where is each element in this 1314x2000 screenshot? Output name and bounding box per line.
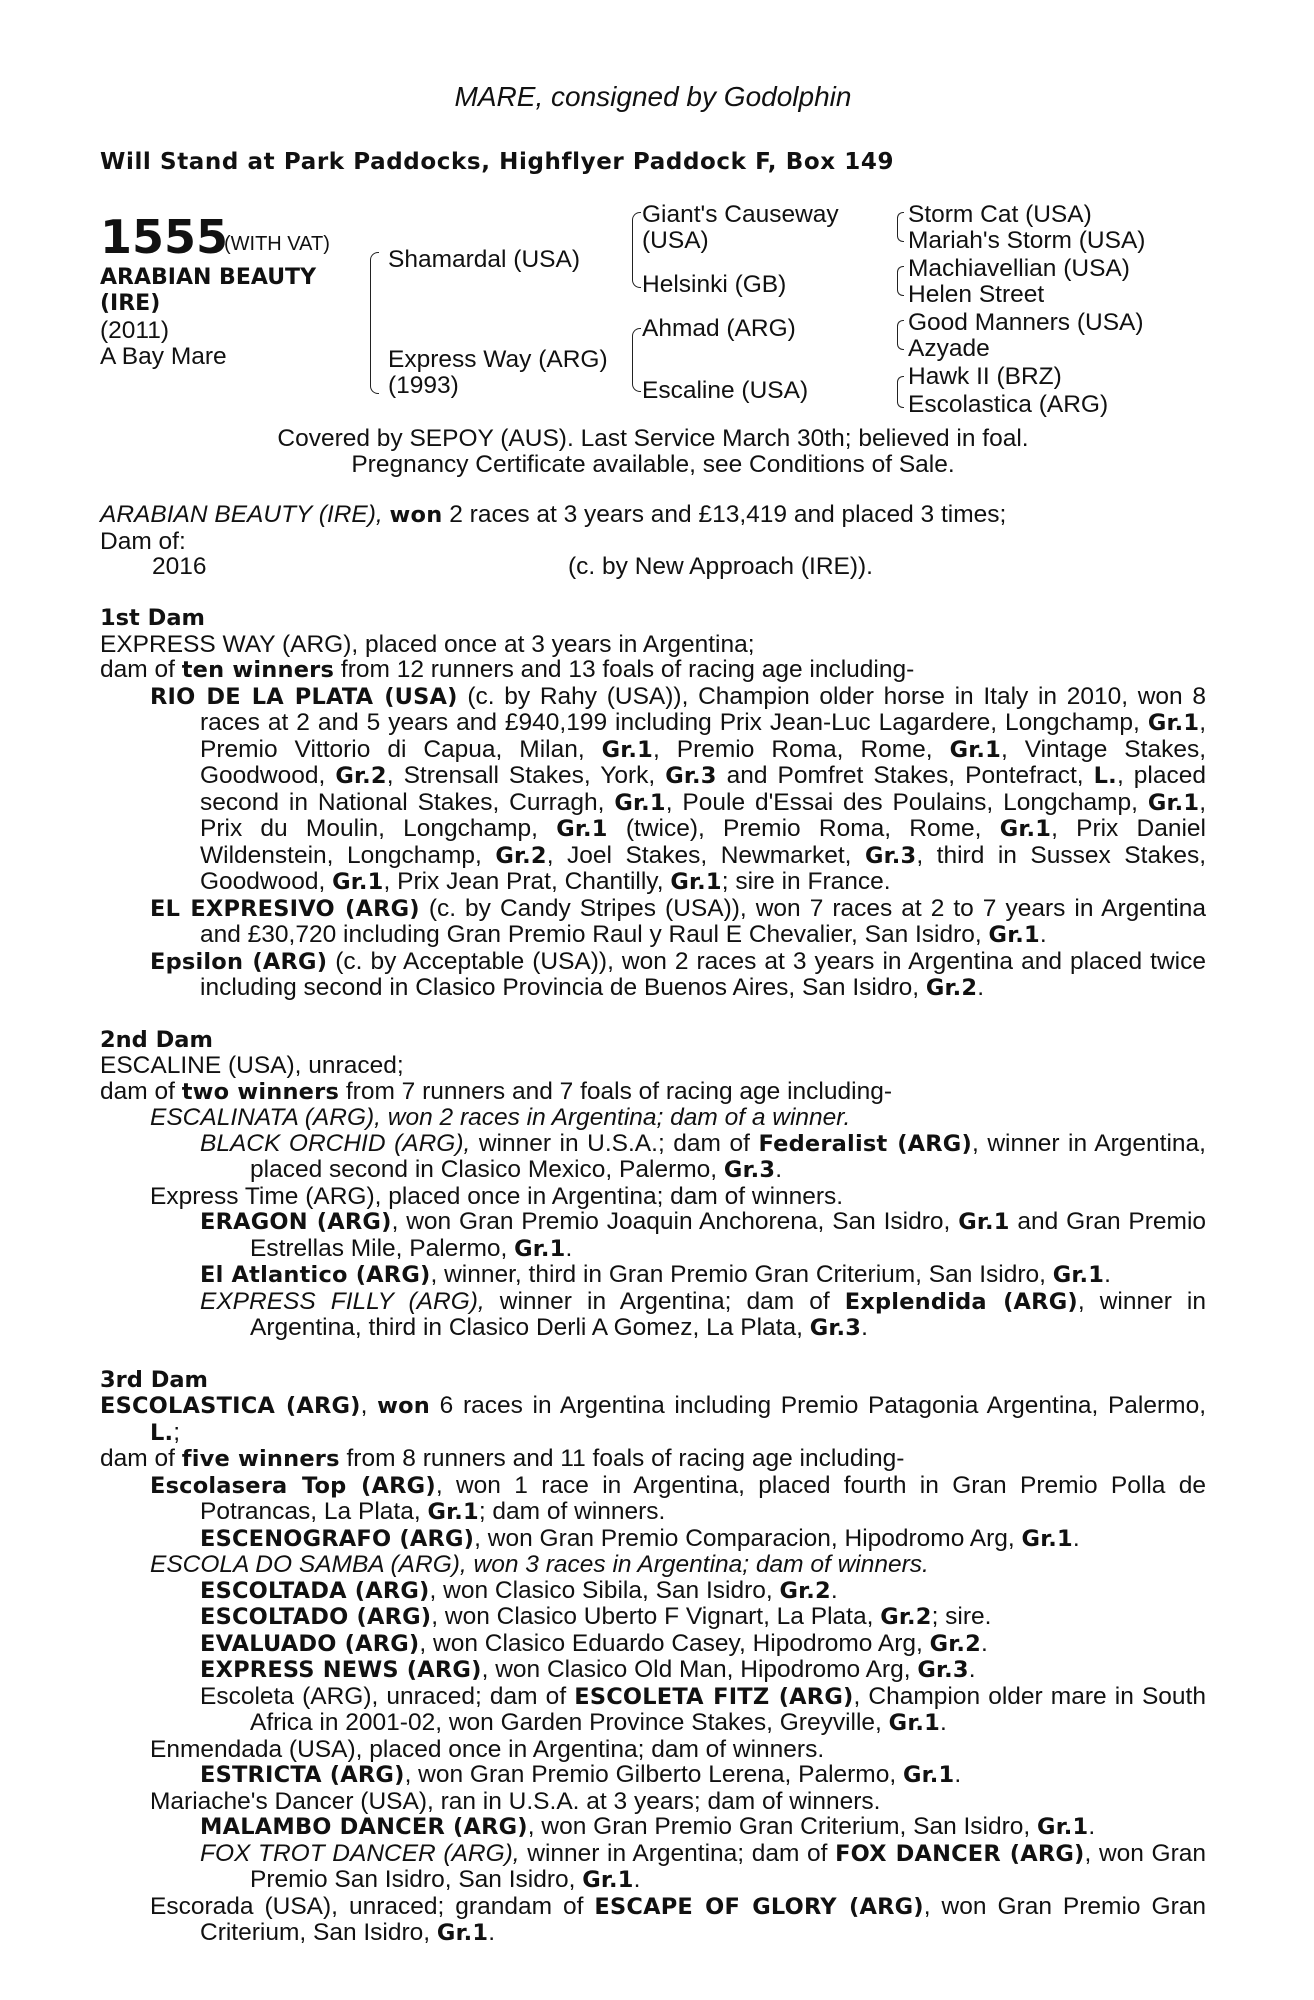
t: , won Gran Premio Joaquin Anchorena, San Isidro, xyxy=(391,1208,951,1235)
pedigree-bracket-dam xyxy=(632,328,641,392)
t: , won Clasico Sibila, San Isidro, xyxy=(429,1576,773,1604)
pedigree-bracket-main xyxy=(370,252,379,394)
entry-name: Epsilon (ARG) xyxy=(150,948,328,975)
consignor-title: MARE, consigned by Godolphin xyxy=(454,81,852,112)
first-dam-line: EXPRESS WAY (ARG), placed once at 3 years in Argentina; xyxy=(100,630,755,658)
third-dam-line: ESCOLASTICA (ARG), won 6 races in Argentina including Premio Patagonia Argentina, Palermo, L.; xyxy=(100,1392,1207,1446)
produce-row xyxy=(100,554,1206,580)
sire-sire-name: Giant's Causeway xyxy=(642,201,839,228)
entry-malambo-dancer xyxy=(100,1814,1206,1841)
t: . xyxy=(981,1629,988,1657)
entry-enmendada: Enmendada (USA), placed once in Argentina; dam of winners. xyxy=(150,1735,825,1763)
entry-name: ESCAPE OF GLORY (ARG) xyxy=(594,1893,924,1920)
lot-number: 1555 xyxy=(100,210,229,264)
t: , Poule d'Essai des Poulains, Longchamp, xyxy=(665,788,1138,816)
t: , winner in Argentina, placed second in Clasico Mexico, Palermo, xyxy=(250,1129,1206,1183)
entry-escolasera-top xyxy=(100,1473,1206,1526)
second-dam-heading: 2nd Dam xyxy=(100,1026,213,1053)
grade: Gr.1 xyxy=(999,816,1052,842)
grade: Gr.1 xyxy=(1147,789,1200,816)
entry-name: Federalist (ARG) xyxy=(758,1130,972,1157)
t: (twice), Premio Roma, Rome, xyxy=(625,815,982,842)
grade: Gr.1 xyxy=(436,1920,489,1946)
grade: Gr.2 xyxy=(335,763,387,789)
grade: Gr.2 xyxy=(929,1630,981,1657)
grade: Gr.1 xyxy=(958,1209,1010,1235)
record-name: ARABIAN BEAUTY (IRE), xyxy=(100,501,383,528)
t: , won 1 race in Argentina, placed fourth in Gran Premio Polla de Potrancas, La Plata, xyxy=(200,1471,1206,1525)
damof-a: dam of xyxy=(100,1445,175,1472)
g3-storm-cat: Storm Cat (USA) xyxy=(908,201,1092,228)
entry-escoltado xyxy=(100,1604,1206,1631)
entry-name: El Atlantico (ARG) xyxy=(200,1262,431,1288)
g3-azyade: Azyade xyxy=(908,335,990,362)
entry-escorada xyxy=(100,1894,1206,1947)
t: , Strensall Stakes, York, xyxy=(386,762,656,789)
entry-name: ESCOLASTICA (ARG) xyxy=(100,1393,361,1419)
horse-sex: A Bay Mare xyxy=(100,343,227,370)
grade: Gr.2 xyxy=(779,1577,831,1604)
covered-line: Covered by SEPOY (AUS). Last Service March 30th; believed in foal. xyxy=(277,425,1029,452)
grade: Gr.1 xyxy=(556,816,608,842)
dam-sire-name: Ahmad (ARG) xyxy=(642,315,796,342)
pedigree-bracket-g3a xyxy=(897,212,904,242)
t: , won Clasico Eduardo Casey, Hipodromo Arg, xyxy=(419,1629,923,1657)
t: ; dam of winners. xyxy=(478,1498,666,1525)
grade: Gr.1 xyxy=(614,789,666,816)
entry-estricta xyxy=(100,1762,1206,1789)
entry-escenografo xyxy=(100,1526,1206,1553)
entry-name: EL EXPRESIVO (ARG) xyxy=(150,895,420,922)
t: 6 races in Argentina including Premio Patagonia Argentina, Palermo, xyxy=(439,1392,1207,1419)
t: , placed second in National Stakes, Curragh, xyxy=(200,762,1206,816)
g3-helen-street: Helen Street xyxy=(908,281,1045,308)
catalogue-body xyxy=(100,502,1206,1947)
grade: Gr.1 xyxy=(582,1867,634,1893)
entry-express-time: Express Time (ARG), placed once in Argentina; dam of winners. xyxy=(150,1182,844,1210)
grade: Gr.3 xyxy=(864,842,917,869)
t: , Vintage Stakes, Goodwood, xyxy=(200,735,1207,789)
t: and Gran Premio Estrellas Mile, Palermo, xyxy=(250,1208,1207,1262)
t: , won Gran Premio Comparacion, Hipodromo Arg, xyxy=(474,1524,1015,1552)
entry-name: ERAGON (ARG) xyxy=(200,1209,392,1235)
entry-name: ESCENOGRAFO (ARG) xyxy=(200,1525,475,1552)
g3-hawk-ii: Hawk II (BRZ) xyxy=(908,363,1062,390)
damof-winners: two winners xyxy=(181,1078,340,1105)
grade: Gr.1 xyxy=(1052,1262,1105,1288)
grade: Gr.3 xyxy=(665,763,717,789)
entry-escoleta xyxy=(100,1684,1206,1737)
grade: Gr.2 xyxy=(925,975,978,1001)
record-damof: Dam of: xyxy=(100,527,186,555)
grade: Gr.1 xyxy=(332,869,384,895)
t: , Premio Vittorio di Capua, Milan, xyxy=(200,709,1206,763)
pedigree-bracket-sire xyxy=(632,212,641,288)
t: ; sire. xyxy=(931,1603,992,1630)
damof-winners: ten winners xyxy=(181,657,335,683)
t: winner in Argentina; dam of xyxy=(527,1839,828,1867)
grade: Gr.2 xyxy=(880,1604,932,1630)
damof-a: dam of xyxy=(100,1077,175,1105)
t: ; sire in France. xyxy=(721,868,891,895)
entry-rio-de-la-plata xyxy=(100,684,1206,896)
entry-name: ESCOLETA FITZ (ARG) xyxy=(574,1683,854,1710)
t: winner in U.S.A.; dam of xyxy=(478,1129,750,1157)
t: won xyxy=(377,1393,431,1419)
grade: Gr.1 xyxy=(888,1710,941,1736)
grade: Gr.1 xyxy=(949,736,1001,763)
entry-epsilon xyxy=(100,949,1206,1002)
produce-desc: (c. by New Approach (IRE)). xyxy=(568,553,873,580)
entry-express-filly xyxy=(100,1289,1206,1342)
dam-dam-name: Escaline (USA) xyxy=(642,377,809,404)
grade: Gr.3 xyxy=(809,1315,862,1341)
t: , won Gran Premio Gilberto Lerena, Palermo, xyxy=(404,1761,897,1788)
sire-dam-name: Helsinki (GB) xyxy=(642,271,787,298)
stand-location: Will Stand at Park Paddocks, Highflyer Paddock F, Box 149 xyxy=(100,149,895,175)
entry-express-news xyxy=(100,1657,1206,1684)
t: . xyxy=(775,1156,783,1183)
t: . xyxy=(977,974,985,1001)
entry-name: EXPRESS NEWS (ARG) xyxy=(200,1657,482,1683)
grade: Gr.1 xyxy=(988,922,1040,948)
t: Escoleta (ARG), unraced; dam of xyxy=(200,1682,567,1710)
t: , Prix Daniel Wildenstein, Longchamp, xyxy=(200,815,1206,869)
t: . xyxy=(940,1709,947,1736)
pedigree-bracket-g3c xyxy=(897,320,904,350)
damof-c: from 8 runners and 11 foals of racing age including- xyxy=(346,1445,905,1472)
grade: Gr.3 xyxy=(917,1657,969,1683)
t: . xyxy=(1039,921,1047,948)
grade: Gr.1 xyxy=(601,736,653,763)
t: (c. by Candy Stripes (USA)), won 7 races at 2 to 7 years in Argentina and £30,720 including Gran Premio Raul y Raul E Chevalier, San Isidro, xyxy=(200,894,1206,948)
entry-el-atlantico xyxy=(100,1262,1206,1289)
t: . xyxy=(1088,1813,1096,1840)
grade: Gr.3 xyxy=(723,1157,776,1183)
t: and Pomfret Stakes, Pontefract, xyxy=(726,762,1084,789)
entry-el-expresivo xyxy=(100,896,1206,949)
entry-name: FOX DANCER (ARG) xyxy=(835,1840,1085,1867)
grade: Gr.1 xyxy=(1021,1525,1073,1552)
pedigree-bracket-g3b xyxy=(897,266,904,296)
sire-sire-country: (USA) xyxy=(642,227,709,254)
first-dam-section xyxy=(100,606,1206,1002)
second-dam-section xyxy=(100,1028,1206,1342)
own-record xyxy=(100,502,1206,580)
t: , won Clasico Old Man, Hipodromo Arg, xyxy=(481,1656,911,1683)
horse-year: (2011) xyxy=(100,317,170,344)
t: , won Gran Premio Gran Criterium, San Isidro, xyxy=(200,1892,1206,1946)
third-dam-section xyxy=(100,1368,1206,1947)
t: , Joel Stakes, Newmarket, xyxy=(546,841,852,869)
t: , Prix du Moulin, Longchamp, xyxy=(200,788,1207,842)
t: . xyxy=(1072,1524,1080,1552)
damof-winners: five winners xyxy=(181,1446,340,1472)
entry-name: MALAMBO DANCER (ARG) xyxy=(200,1814,528,1840)
entry-name: Escolasera Top (ARG) xyxy=(150,1472,436,1499)
entry-name: ESTRICTA (ARG) xyxy=(200,1762,405,1788)
entry-escoltada xyxy=(100,1578,1206,1605)
entry-black-orchid xyxy=(100,1131,1206,1184)
dam-year: (1993) xyxy=(388,372,459,399)
g3-machiavellian: Machiavellian (USA) xyxy=(908,255,1130,282)
grade: Gr.1 xyxy=(514,1235,566,1262)
t: FOX TROT DANCER (ARG), xyxy=(200,1839,520,1867)
record-won: won xyxy=(389,502,443,528)
t: . xyxy=(830,1576,838,1604)
grade: Gr.1 xyxy=(1037,1814,1089,1840)
t: , winner, third in Gran Premio Gran Criterium, San Isidro, xyxy=(430,1261,1046,1288)
sire-name: Shamardal (USA) xyxy=(388,246,580,273)
entry-name: Explendida (ARG) xyxy=(844,1288,1078,1315)
record-text: 2 races at 3 years and £13,419 and placed 3 times; xyxy=(449,501,1007,528)
grade: Gr.1 xyxy=(1147,710,1200,736)
t: , winner in Argentina, third in Clasico Derli A Gomez, La Plata, xyxy=(250,1287,1207,1341)
g3-escolastica: Escolastica (ARG) xyxy=(908,391,1109,418)
entry-mariaches-dancer: Mariache's Dancer (USA), ran in U.S.A. at 3 years; dam of winners. xyxy=(150,1787,881,1815)
entry-fox-trot-dancer xyxy=(100,1841,1206,1894)
grade: L. xyxy=(150,1419,174,1446)
t: , Champion older mare in South Africa in 2001-02, won Garden Province Stakes, Greyville, xyxy=(250,1682,1206,1736)
horse-name: ARABIAN BEAUTY (IRE) xyxy=(100,265,316,316)
t: , Premio Roma, Rome, xyxy=(653,735,933,763)
t: , won Gran Premio San Isidro, San Isidro, xyxy=(250,1839,1207,1893)
t: winner in Argentina; dam of xyxy=(499,1287,830,1315)
t: . xyxy=(861,1314,868,1341)
t: . xyxy=(633,1866,641,1893)
covered-notice xyxy=(100,426,1206,477)
entry-eragon xyxy=(100,1209,1206,1262)
t: . xyxy=(954,1761,962,1788)
t: (c. by Acceptable (USA)), won 2 races at 3 years in Argentina and placed twice including second in Clasico Provincia de Buenos Aires, San Isidro, xyxy=(200,947,1206,1001)
entry-name: ESCOLTADA (ARG) xyxy=(200,1577,430,1604)
t: . xyxy=(968,1656,976,1683)
pedigree-block xyxy=(100,200,1206,430)
t: . xyxy=(565,1234,573,1262)
t: . xyxy=(1104,1261,1111,1288)
pregnancy-line: Pregnancy Certificate available, see Conditions of Sale. xyxy=(351,450,955,478)
grade: Gr.1 xyxy=(902,1762,955,1788)
third-dam-heading: 3rd Dam xyxy=(100,1366,208,1393)
entry-name: RIO DE LA PLATA (USA) xyxy=(150,683,458,710)
g3-good-manners: Good Manners (USA) xyxy=(908,309,1144,336)
produce-year: 2016 xyxy=(152,553,207,580)
t: , Prix Jean Prat, Chantilly, xyxy=(383,868,664,895)
entry-evaluado xyxy=(100,1631,1206,1658)
t: . xyxy=(488,1919,496,1946)
t: , won Clasico Uberto F Vignart, La Plata, xyxy=(431,1603,874,1630)
grade: Gr.2 xyxy=(495,842,547,869)
t: (c. by Rahy (USA)), Champion older horse in Italy in 2010, won 8 races at 2 and 5 years and £940,199 including Prix Jean-Luc Lagardere, Longchamp, xyxy=(200,682,1206,736)
t: , won Gran Premio Gran Criterium, San Isidro, xyxy=(527,1813,1031,1840)
first-dam-heading: 1st Dam xyxy=(100,605,205,631)
t: , third in Sussex Stakes, Goodwood, xyxy=(200,841,1206,895)
vat-label: (WITH VAT) xyxy=(224,233,330,255)
g3-mariahs-storm: Mariah's Storm (USA) xyxy=(908,227,1146,254)
damof-c: from 7 runners and 7 foals of racing age including- xyxy=(345,1077,892,1105)
grade: L. xyxy=(1093,763,1117,789)
grade: Gr.1 xyxy=(670,869,722,895)
pedigree-bracket-g3d xyxy=(897,376,904,408)
entry-name: ESCOLTADO (ARG) xyxy=(200,1604,432,1630)
dam-name: Express Way (ARG) xyxy=(388,346,608,373)
grade: Gr.1 xyxy=(427,1499,479,1525)
t: BLACK ORCHID (ARG), xyxy=(200,1129,471,1157)
entry-name: EVALUADO (ARG) xyxy=(200,1630,420,1657)
second-dam-line: ESCALINE (USA), unraced; xyxy=(100,1052,404,1079)
entry-escola-do-samba: ESCOLA DO SAMBA (ARG), won 3 races in Argentina; dam of winners. xyxy=(150,1551,929,1578)
damof-a: dam of xyxy=(100,656,175,683)
entry-escalinata: ESCALINATA (ARG), won 2 races in Argentina; dam of a winner. xyxy=(150,1104,851,1131)
t: Escorada (USA), unraced; grandam of xyxy=(150,1892,584,1920)
damof-c: from 12 runners and 13 foals of racing age including- xyxy=(340,656,915,683)
t: EXPRESS FILLY (ARG), xyxy=(200,1287,485,1315)
